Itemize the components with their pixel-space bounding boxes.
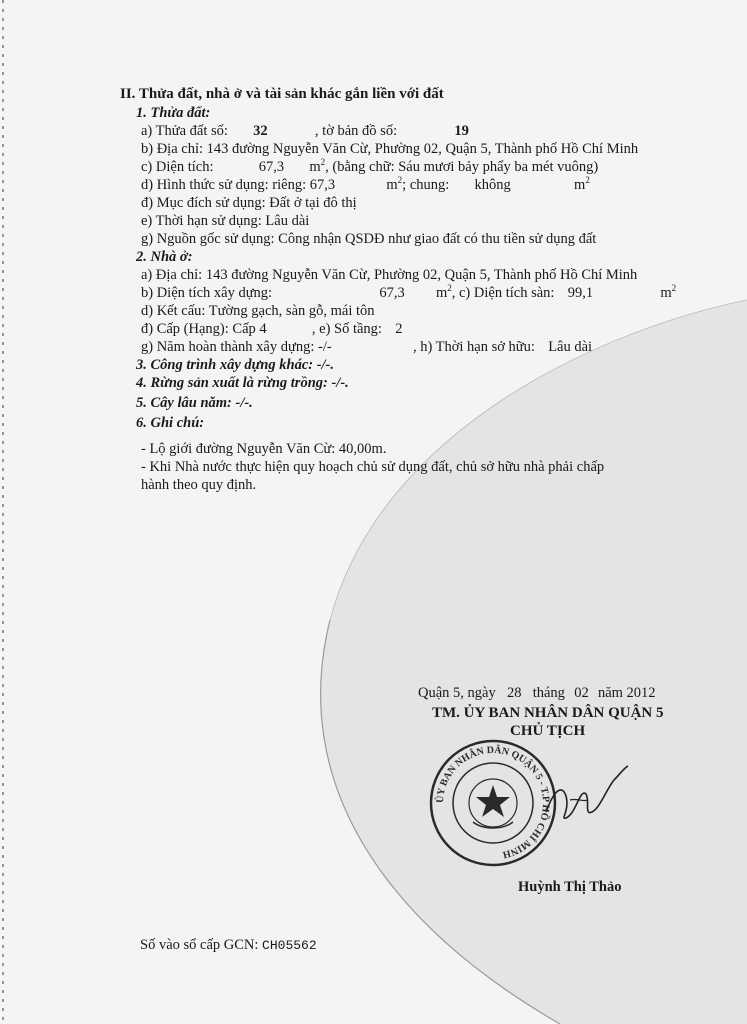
- signing-position: CHỦ TỊCH: [510, 723, 586, 739]
- house-structure-row: [141, 302, 375, 320]
- seal-star-icon: [476, 785, 510, 817]
- registry-label: Số vào sổ cấp GCN:: [140, 937, 259, 953]
- land-area-unit: m: [309, 159, 321, 175]
- land-purpose-label: đ) Mục đích sử dụng:: [141, 195, 266, 211]
- issue-place: Quận 5, ngày: [418, 685, 496, 701]
- land-shared-label: ; chung:: [402, 177, 450, 193]
- land-parcel-number: 32: [253, 123, 268, 139]
- land-purpose-value: Đất ở tại đô thị: [269, 195, 357, 211]
- notes-line-3: hành theo quy định.: [141, 477, 257, 493]
- land-usage-form-row: d) Hình thức sử dụng: riêng: 67,3 $m^2$; chung: không $m^2$: [141, 175, 590, 193]
- land-term-value: Lâu dài: [265, 213, 310, 229]
- land-private-unit: m: [386, 177, 398, 193]
- land-usage-form-label: d) Hình thức sử dụng: riêng:: [141, 177, 307, 193]
- house-structure-value: Tường gạch, sàn gỗ, mái tôn: [208, 303, 375, 319]
- signing-authority: TM. ỦY BAN NHÂN DÂN QUẬN 5: [432, 705, 664, 721]
- house-completion-value: -/-: [318, 339, 332, 355]
- notes-line-2: - Khi Nhà nước thực hiện quy hoạch chủ sử dụng đất, chủ sở hữu nhà phải chấp: [141, 459, 605, 475]
- house-build-area-value: 67,3: [379, 285, 405, 301]
- house-completion-row: [141, 338, 592, 356]
- planted-forest: 4. Rừng sản xuất là rừng trồng: -/-.: [136, 375, 349, 391]
- land-map-number: 19: [454, 123, 469, 139]
- house-heading: 2. Nhà ở:: [136, 249, 193, 265]
- land-area-words: , (bằng chữ: Sáu mươi bảy phẩy ba mét vuông): [325, 159, 599, 175]
- house-ownership-term-value: Lâu dài: [548, 339, 593, 355]
- land-shared-unit: m: [574, 177, 586, 193]
- official-seal: [428, 738, 558, 868]
- house-structure-label: d) Kết cấu:: [141, 303, 206, 319]
- signer-name: Huỳnh Thị Thảo: [518, 879, 622, 895]
- land-address-value: 143 đường Nguyễn Văn Cừ, Phường 02, Quận 5, Thành phố Hồ Chí Minh: [206, 141, 639, 157]
- house-address-label: a) Địa chỉ:: [141, 267, 203, 283]
- land-area-row: c) Diện tích: 67,3 $m^2$, (bằng chữ: Sáu mươi bảy phẩy ba mét vuông): [141, 157, 599, 175]
- land-term-label: e) Thời hạn sử dụng:: [141, 213, 262, 229]
- house-grade-label: đ) Cấp (Hạng):: [141, 321, 229, 337]
- land-origin-row: [141, 230, 596, 248]
- issue-month-label: tháng: [532, 685, 565, 701]
- house-completion-label: g) Năm hoàn thành xây dựng:: [141, 339, 315, 355]
- registry-row: [140, 936, 317, 955]
- notes-line-1: - Lộ giới đường Nguyễn Văn Cừ: 40,00m.: [141, 441, 387, 457]
- notes-heading: 6. Ghi chú:: [136, 415, 205, 431]
- issue-year: năm 2012: [597, 685, 656, 701]
- other-construction: 3. Công trình xây dựng khác: -/-.: [136, 357, 335, 373]
- land-term-row: [141, 212, 309, 230]
- house-address-row: [141, 266, 637, 284]
- registry-number: CH05562: [262, 938, 317, 953]
- house-floor-area-label: , c) Diện tích sàn:: [451, 285, 555, 301]
- house-floor-area-unit: m: [660, 285, 672, 301]
- land-area-label: c) Diện tích:: [141, 159, 214, 175]
- land-address-row: [141, 140, 638, 158]
- signature-icon: [540, 760, 630, 840]
- house-floors-label: , e) Số tầng:: [311, 321, 382, 337]
- house-grade-value: Cấp 4: [232, 321, 267, 337]
- land-purpose-row: [141, 194, 357, 212]
- house-ownership-term-label: , h) Thời hạn sở hữu:: [412, 339, 535, 355]
- house-grade-row: [141, 320, 402, 338]
- issue-day: 28: [506, 685, 522, 701]
- house-floor-area-value: 99,1: [567, 285, 594, 301]
- house-address-value: 143 đường Nguyễn Văn Cừ, Phường 02, Quận 5, Thành phố Hồ Chí Minh: [205, 267, 638, 283]
- land-map-label: , tờ bản đồ số:: [314, 123, 398, 139]
- house-floors-value: 2: [395, 321, 403, 337]
- land-private-area: 67,3: [309, 177, 336, 193]
- land-address-label: b) Địa chỉ:: [141, 141, 204, 157]
- land-shared-value: không: [474, 177, 511, 193]
- seal-text: ỦY BAN NHÂN DÂN QUẬN 5 - T.P HỒ CHÍ MINH: [434, 744, 552, 861]
- land-parcel-label: a) Thửa đất số:: [141, 123, 228, 139]
- land-origin-label: g) Nguồn gốc sử dụng:: [141, 231, 275, 247]
- issue-date: [418, 684, 656, 702]
- issue-month: 02: [574, 685, 589, 701]
- house-build-area-label: b) Diện tích xây dựng:: [141, 285, 273, 301]
- house-build-area-unit: m: [435, 285, 448, 301]
- land-parcel-row: [141, 122, 469, 140]
- section-title: II. Thửa đất, nhà ở và tài sản khác gắn liền với đất: [120, 86, 444, 102]
- land-origin-value: Công nhận QSDĐ như giao đất có thu tiền sử dụng đất: [278, 231, 597, 247]
- land-area-value: 67,3: [258, 159, 285, 175]
- house-area-row: b) Diện tích xây dựng: 67,3 $m^2$, c) Diện tích sàn: 99,1 $m^2$: [141, 283, 677, 301]
- land-heading: 1. Thửa đất:: [136, 105, 211, 121]
- perennial-trees: 5. Cây lâu năm: -/-.: [136, 395, 253, 411]
